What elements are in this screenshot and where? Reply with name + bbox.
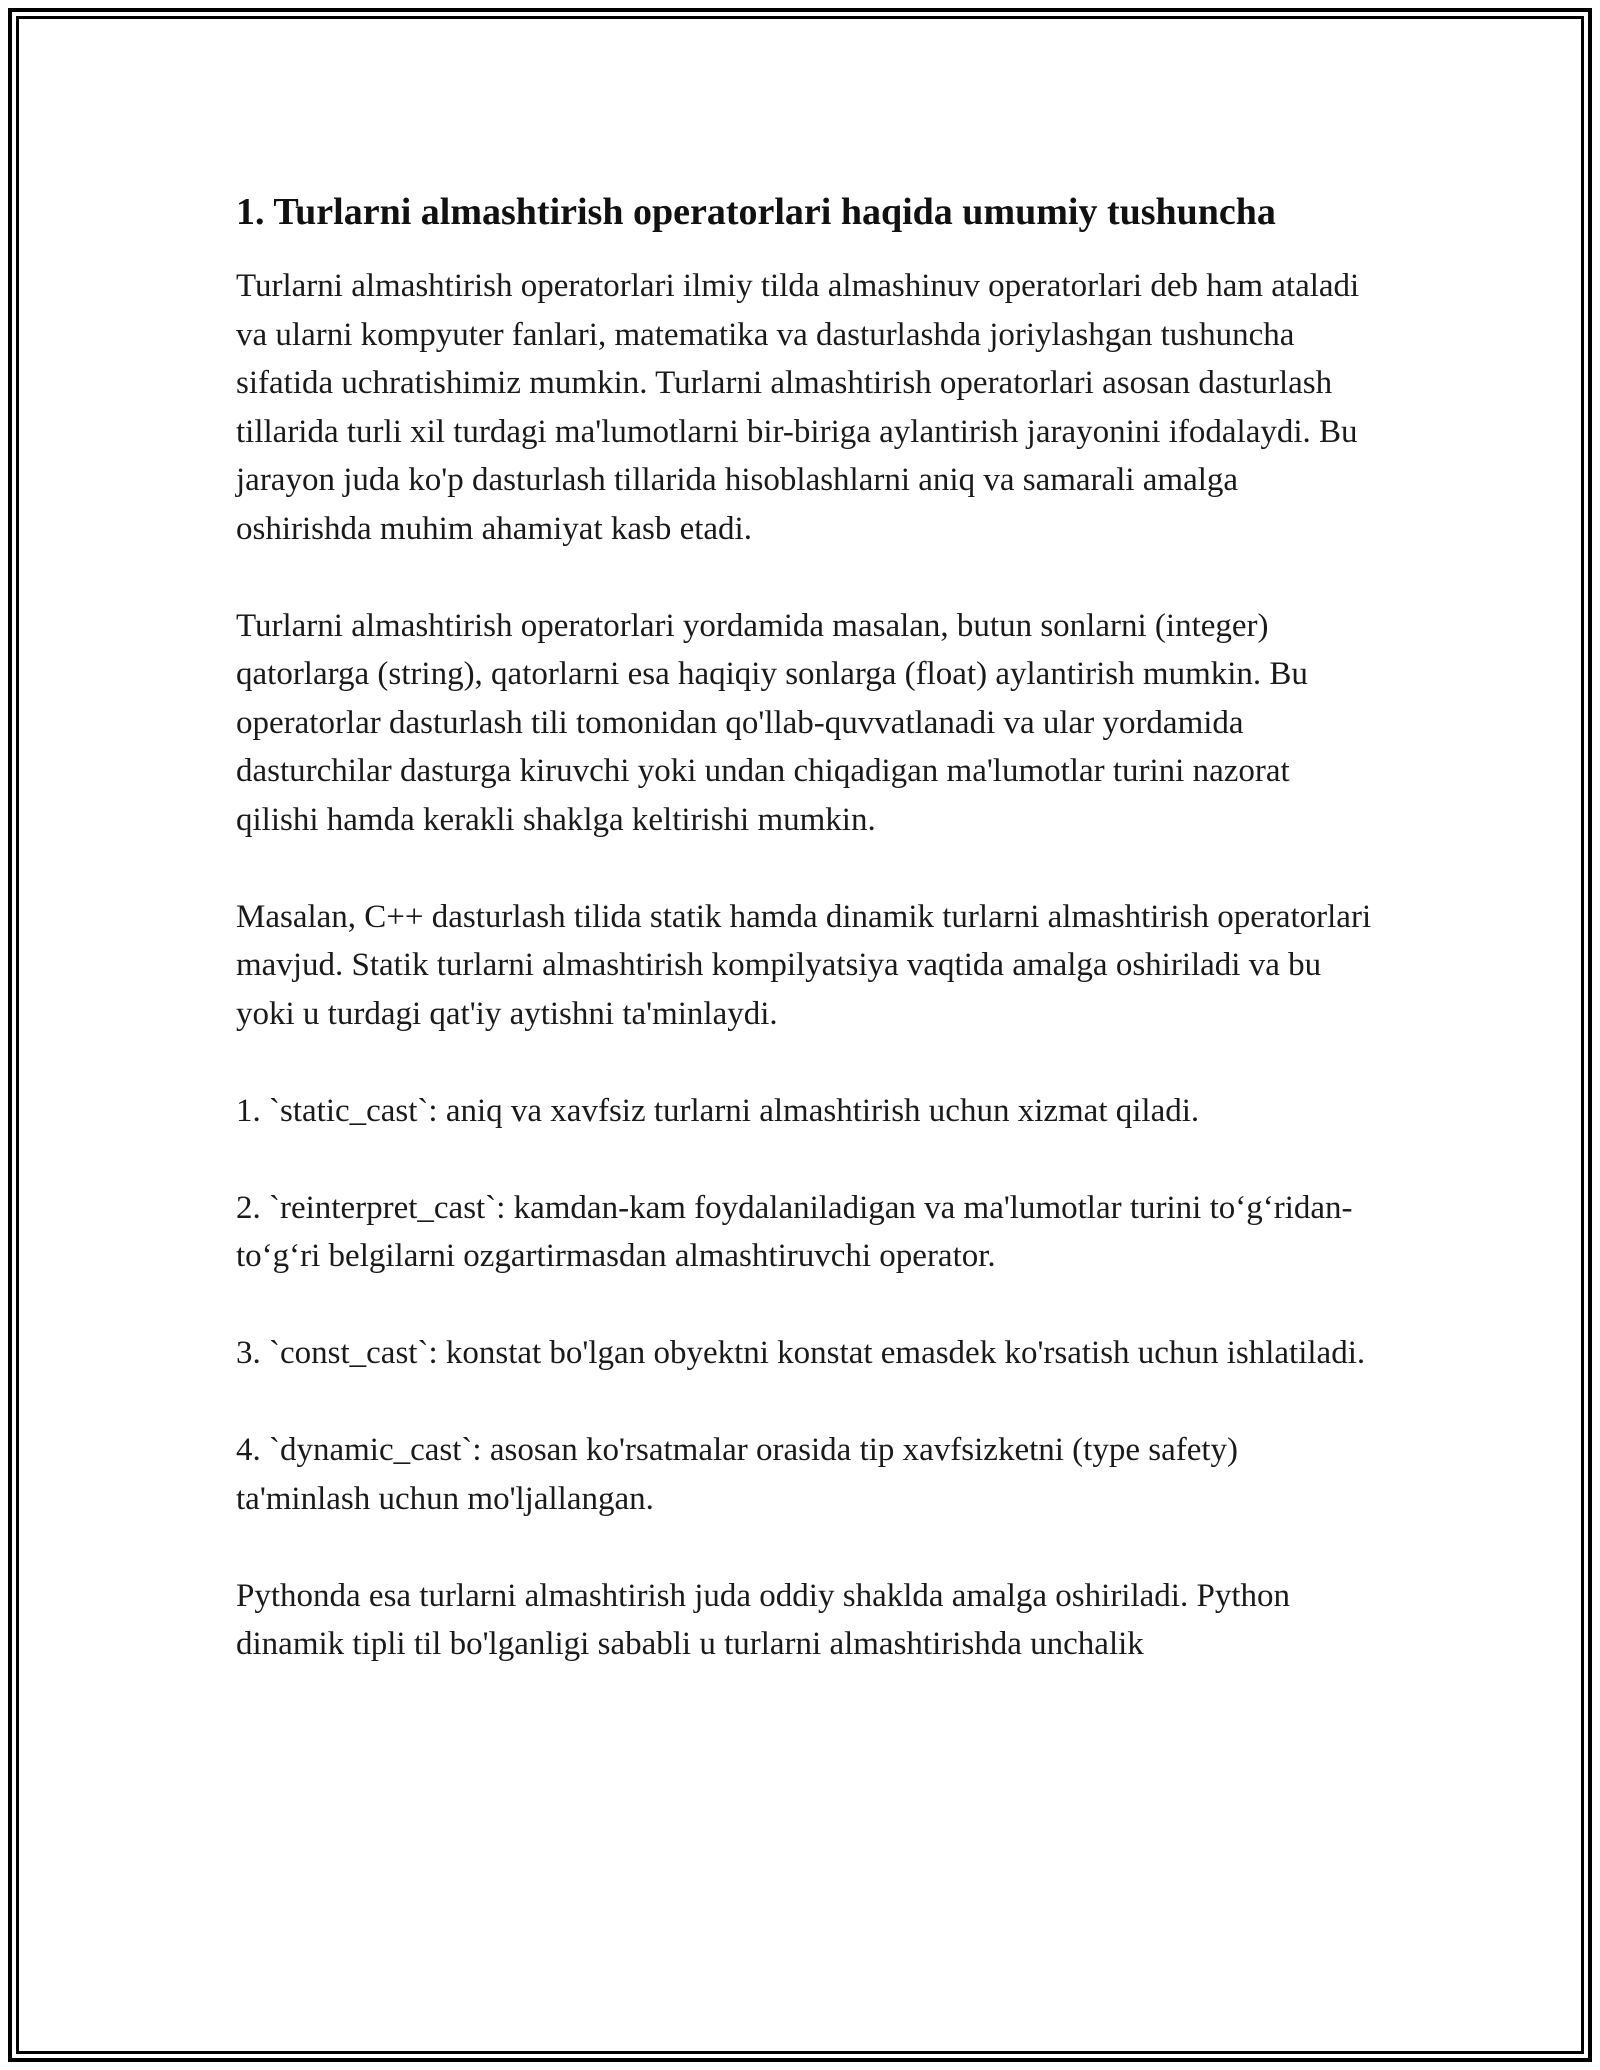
document-body — [236, 184, 1376, 1717]
conversion-examples-paragraph: Turlarni almashtirish operatorlari yordamida masalan, butun sonlarni (integer) qatorlarga (string), qatorlarni esa haqiqiy sonlarga (float) aylantirish mumkin. Bu operatorlar dasturlash tili tomonidan qo'llab-quvvatlanadi va ular yordamida dasturchilar dasturga kiruvchi yoki undan chiqadigan ma'lumotlar turini nazorat qilishi hamda kerakli shaklga keltirishi mumkin. — [236, 607, 1308, 838]
list-item-const-cast: 3. `const_cast`: konstat bo'lgan obyektni konstat emasdek ko'rsatish uchun ishlatiladi. — [236, 1335, 1366, 1371]
list-item-dynamic-cast: 4. `dynamic_cast`: asosan ko'rsatmalar orasida tip xavfsizketni (type safety) ta'minlash uchun mo'ljallangan. — [236, 1432, 1239, 1517]
python-paragraph: Pythonda esa turlarni almashtirish juda oddiy shaklda amalga oshiriladi. Python dinamik tipli til bo'lganligi sababli u turlarni almashtirishda unchalik — [236, 1577, 1290, 1662]
list-item-static-cast: 1. `static_cast`: aniq va xavfsiz turlarni almashtirish uchun xizmat qiladi. — [236, 1092, 1200, 1129]
intro-paragraph: Turlarni almashtirish operatorlari ilmiy tilda almashinuv operatorlari deb ham ataladi va ularni kompyuter fanlari, matematika va dasturlashda joriylashgan tushuncha sifatida uchratishimiz mumkin. Turlarni almashtirish operatorlari asosan dasturlash tillarida turli xil turdagi ma'lumotlarni bir-biriga aylantirish jarayonini ifodalaydi. Bu jarayon juda ko'p dasturlash tillarida hisoblashlarni aniq va samarali amalga oshirishda muhim ahamiyat kasb etadi. — [236, 268, 1360, 547]
cpp-operators-paragraph: Masalan, C++ dasturlash tilida statik hamda dinamik turlarni almashtirish operatorlari mavjud. Statik turlarni almashtirish kompilyatsiya vaqtida amalga oshiriladi va bu yoki u turdagi qat'iy aytishni ta'minlaydi. — [236, 898, 1372, 1032]
list-item-reinterpret-cast: 2. `reinterpret_cast`: kamdan-kam foydalaniladigan va ma'lumotlar turini to‘g‘ridan-to‘g‘ri belgilarni ozgartirmasdan almashtiruvchi operator. — [236, 1189, 1353, 1274]
section-heading: 1. Turlarni almashtirish operatorlari haqida umumiy tushuncha — [236, 191, 1276, 233]
